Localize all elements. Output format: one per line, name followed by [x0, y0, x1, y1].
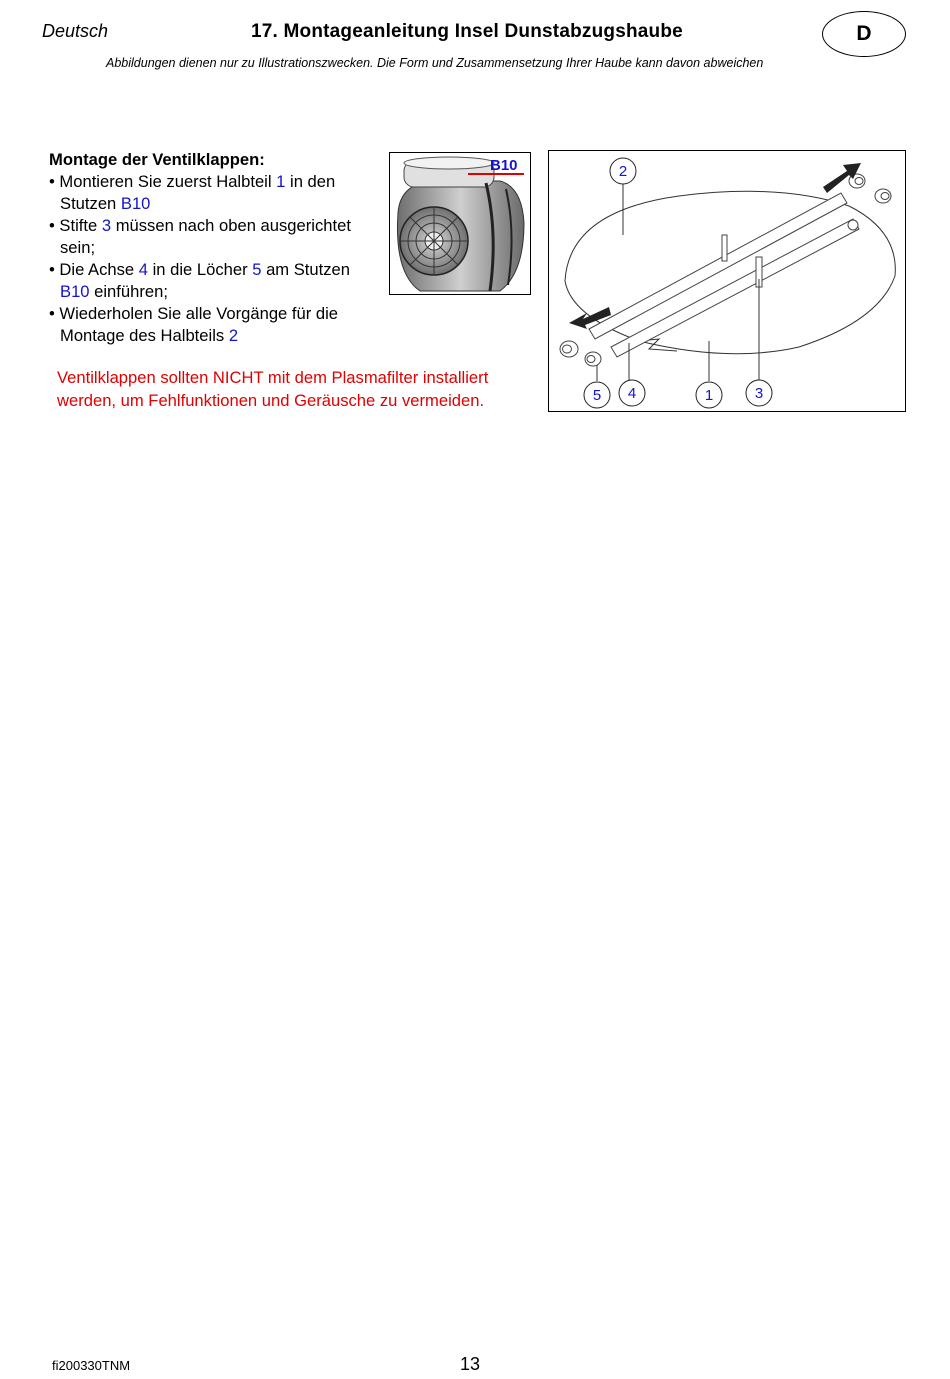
step-text: in den Stutzen [60, 172, 336, 213]
step-text: • Stifte [49, 216, 102, 235]
step-text: müssen nach oben ausgerichtet sein; [60, 216, 351, 257]
callout-1: 1 [704, 387, 714, 404]
callout-2: 2 [618, 163, 628, 180]
callout-3: 3 [754, 385, 764, 402]
instruction-step [49, 215, 379, 259]
step-text: • Die Achse [49, 260, 139, 279]
valve-flap-diagram [548, 150, 906, 412]
country-badge [822, 11, 906, 57]
callout-4: 4 [627, 385, 637, 402]
disclaimer-subtitle: Abbildungen dienen nur zu Illustrationszwecken. Die Form und Zusammensetzung Ihrer Haube kann davon abweichen [106, 56, 764, 70]
b10-label: B10 [490, 157, 518, 174]
instructions-heading: Montage der Ventilklappen: [49, 150, 265, 169]
step-text: in die Löcher [147, 260, 253, 279]
step-text: • Wiederholen Sie alle Vorgänge für die Montage des Halbteils [49, 304, 339, 345]
part-ref: B10 [60, 282, 90, 301]
part-ref: 2 [228, 326, 239, 345]
step-text: am Stutzen [261, 260, 351, 279]
plasma-filter-warning: Ventilklappen sollten NICHT mit dem Plasmafilter installiert werden, um Fehlfunktionen und Geräusche zu vermeiden. [57, 368, 489, 410]
blower-illustration [390, 153, 530, 294]
step-text: • Montieren Sie zuerst Halbteil [49, 172, 277, 191]
instructions-block [49, 149, 379, 347]
country-code: D [856, 22, 872, 45]
callout-5: 5 [592, 387, 602, 404]
part-ref: 1 [276, 172, 286, 191]
part-ref: B10 [120, 194, 151, 213]
page-title: 17. Montageanleitung Insel Dunstabzugshaube [251, 21, 683, 42]
document-code: fi200330TNM [52, 1358, 131, 1373]
blower-photo [389, 152, 531, 295]
instruction-step [49, 259, 379, 303]
page-number: 13 [460, 1354, 481, 1374]
instruction-step [49, 303, 379, 347]
step-text: einführen; [89, 282, 168, 301]
assembly-illustration [549, 151, 905, 411]
part-ref: 3 [101, 216, 112, 235]
language-label: Deutsch [42, 21, 109, 41]
part-ref: 5 [252, 260, 262, 279]
part-ref: 4 [138, 260, 148, 279]
instruction-step [49, 171, 379, 215]
